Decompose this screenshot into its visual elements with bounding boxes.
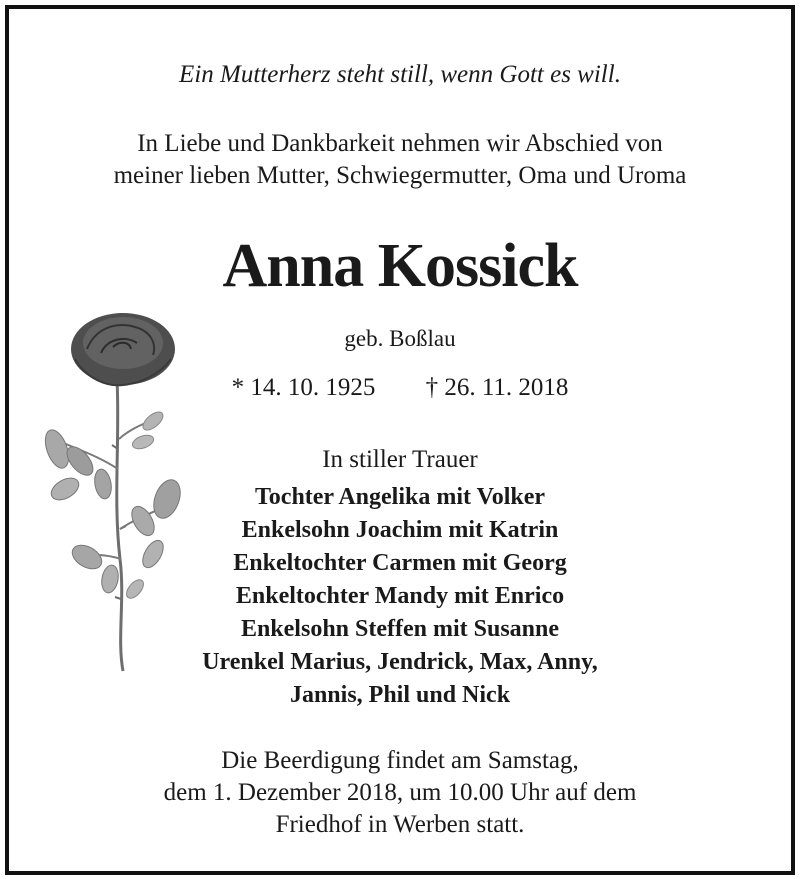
death-date: † 26. 11. 2018 (425, 374, 569, 401)
funeral-line-1: Die Beerdigung findet am Samstag, (221, 747, 579, 774)
deceased-name: Anna Kossick (222, 232, 578, 300)
intro-text (9, 128, 791, 192)
funeral-line-3: Friedhof in Werben statt. (275, 811, 525, 838)
family-member: Urenkel Marius, Jendrick, Max, Anny, (202, 649, 598, 675)
family-member: Enkeltochter Carmen mit Georg (233, 550, 567, 576)
maiden-name: geb. Boßlau (344, 326, 456, 351)
motto: Ein Mutterherz steht still, wenn Gott es will. (179, 61, 621, 88)
family-member: Tochter Angelika mit Volker (254, 484, 546, 510)
intro-line-2: meiner lieben Mutter, Schwiegermutter, Oma und Uroma (113, 162, 687, 189)
life-dates (9, 374, 791, 402)
family-list (9, 481, 791, 712)
family-member: Enkeltochter Mandy mit Enrico (235, 583, 565, 609)
family-member: Jannis, Phil und Nick (289, 682, 511, 708)
intro-line-1: In Liebe und Dankbarkeit nehmen wir Abschied von (137, 130, 663, 157)
obituary-card (5, 5, 795, 875)
birth-date: * 14. 10. 1925 (231, 374, 376, 401)
mourning-label: In stiller Trauer (322, 446, 478, 473)
funeral-line-2: dem 1. Dezember 2018, um 10.00 Uhr auf dem (163, 779, 637, 806)
funeral-notice (9, 745, 791, 841)
family-member: Enkelsohn Steffen mit Susanne (240, 616, 560, 642)
family-member: Enkelsohn Joachim mit Katrin (241, 517, 559, 543)
